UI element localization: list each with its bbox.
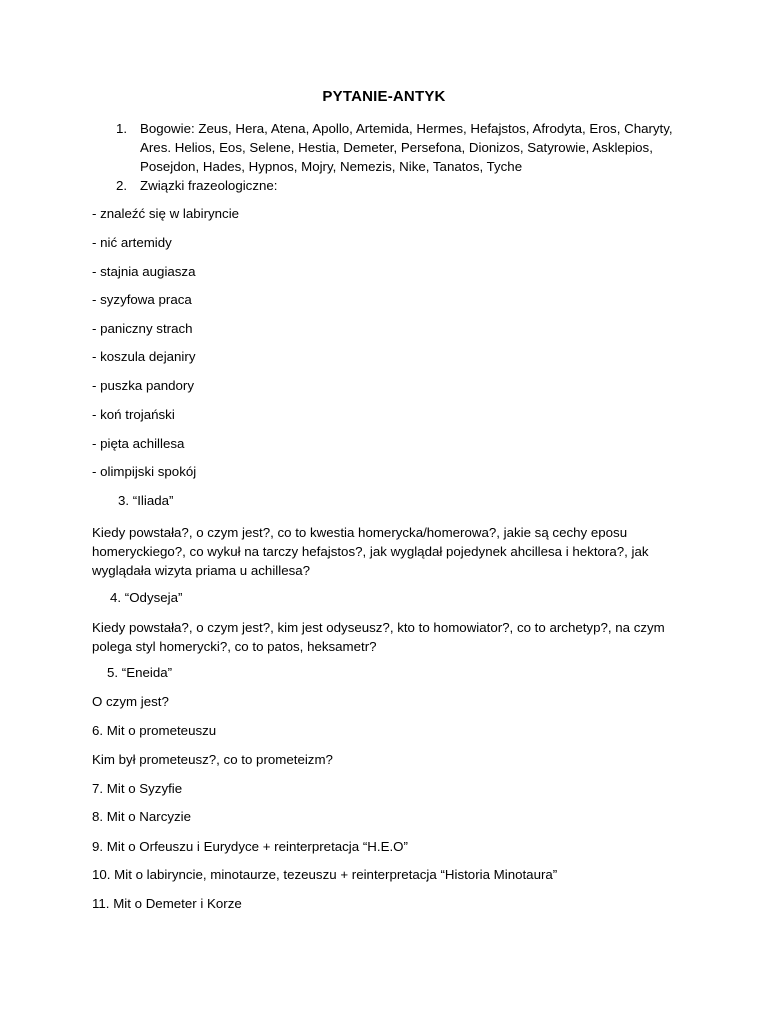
section-heading-prometeusz: 6. Mit o prometeuszu <box>92 723 217 738</box>
list-number: 1. <box>116 121 128 136</box>
section-text-eneida: O czym jest? <box>92 694 169 709</box>
numbered-list <box>116 119 676 195</box>
section-text-odyseja: Kiedy powstała?, o czym jest?, kim jest odyseusz?, kto to homowiator?, co to archetyp?, na czym polega styl homerycki?, co to patos, heksametr? <box>92 620 665 654</box>
section-text-iliada: Kiedy powstała?, o czym jest?, co to kwestia homerycka/homerowa?, jakie są cechy eposu homeryckiego?, co wykuł na tarczy hefajstos?, jak wyglądał pojedynek ahcillesa i hektora?, jak wyglądała wizyta priama u achillesa? <box>92 525 649 578</box>
section-heading-syzyf: 7. Mit o Syzyfie <box>92 781 183 796</box>
list-item-gods <box>116 119 676 176</box>
list-number: 2. <box>116 178 128 193</box>
section-heading-demeter: 11. Mit o Demeter i Korze <box>92 896 242 911</box>
section-heading-eneida: 5. “Eneida” <box>107 665 173 680</box>
phrase-line: - znaleźć się w labiryncie <box>92 206 240 221</box>
phrase-line: - stajnia augiasza <box>92 264 196 279</box>
section-heading-odyseja: 4. “Odyseja” <box>110 590 183 605</box>
list-item-text: Bogowie: Zeus, Hera, Atena, Apollo, Artemida, Hermes, Hefajstos, Afrodyta, Eros, Charyty, Ares. Helios, Eos, Selene, Hestia, Demeter, Persefona, Dionizos, Satyrowie, Asklepios, Posejdon, Hades, Hypnos, Mojry, Nemezis, Nike, Tanatos, Tyche <box>140 121 673 174</box>
phrase-line: - koń trojański <box>92 407 175 422</box>
list-item-text: Związki frazeologiczne: <box>140 178 278 193</box>
list-item-phrases <box>116 176 676 195</box>
phrase-line: - syzyfowa praca <box>92 292 192 307</box>
phrase-line: - nić artemidy <box>92 235 172 250</box>
phrase-line: - paniczny strach <box>92 321 193 336</box>
phrase-line: - puszka pandory <box>92 378 194 393</box>
section-heading-iliada: 3. “Iliada” <box>118 493 174 508</box>
section-heading-orfeusz: 9. Mit o Orfeuszu i Eurydyce + reinterpretacja “H.E.O” <box>92 839 408 854</box>
section-heading-labirynt: 10. Mit o labiryncie, minotaurze, tezeuszu + reinterpretacja “Historia Minotaura” <box>92 867 558 882</box>
phrase-line: - pięta achillesa <box>92 436 185 451</box>
document-title: PYTANIE-ANTYK <box>322 88 446 105</box>
phrase-line: - koszula dejaniry <box>92 349 196 364</box>
phrase-line: - olimpijski spokój <box>92 464 197 479</box>
section-heading-narcyz: 8. Mit o Narcyzie <box>92 809 192 824</box>
section-text-prometeusz: Kim był prometeusz?, co to prometeizm? <box>92 752 333 767</box>
